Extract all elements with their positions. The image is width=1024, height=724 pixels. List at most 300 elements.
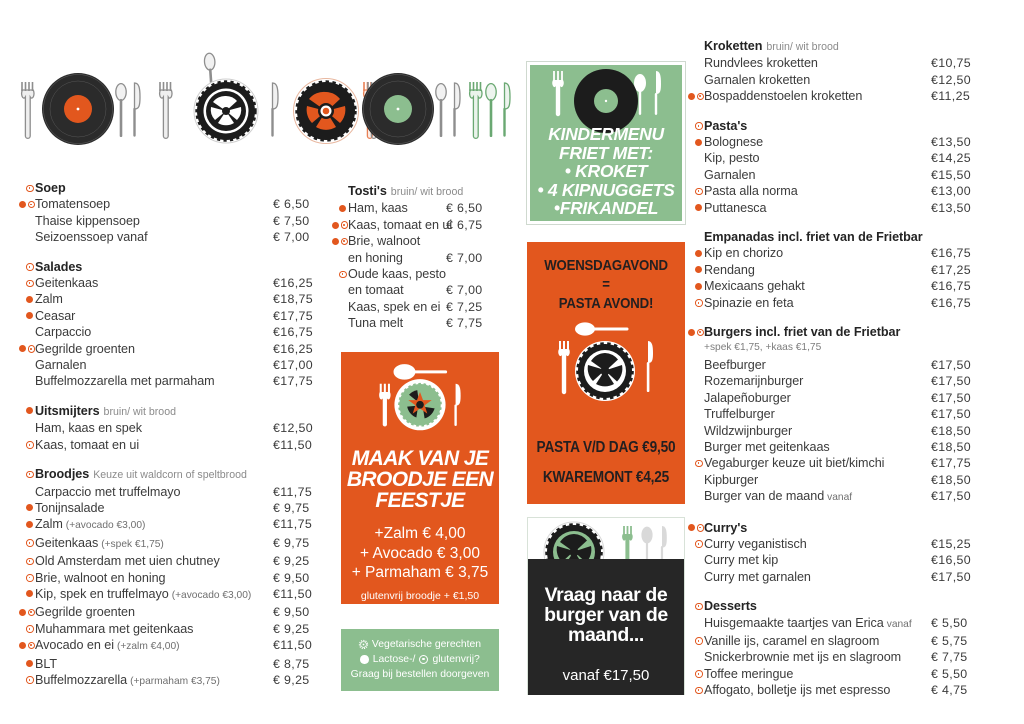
menu-item-row xyxy=(336,233,508,249)
item-price: € 7,00 xyxy=(446,283,483,298)
item-name: Mexicaans gehakt xyxy=(704,279,805,294)
burger-dark-panel xyxy=(528,559,684,695)
item-price: €17,50 xyxy=(931,407,971,422)
menu-item-row xyxy=(336,315,508,331)
lactose-free-icon xyxy=(360,655,369,664)
item-name: Ham, kaas en spek xyxy=(35,421,142,436)
dietary-markers xyxy=(26,471,34,479)
dietary-markers xyxy=(26,280,34,288)
item-name: Rundvlees kroketten xyxy=(704,56,818,71)
item-name: en tomaat xyxy=(348,283,404,298)
menu-item-row xyxy=(688,390,1014,406)
menu-section xyxy=(18,403,318,453)
menu-item-row xyxy=(688,357,1014,373)
item-price: € 7,00 xyxy=(273,230,310,245)
menu-item-row xyxy=(18,516,318,534)
menu-section xyxy=(336,183,508,332)
item-name: Brie, walnoot en honing xyxy=(35,570,166,585)
item-name: Kaas, spek en ei xyxy=(348,299,441,314)
item-price: €15,25 xyxy=(931,536,971,551)
item-name: Beefburger xyxy=(704,357,766,372)
menu-item-row xyxy=(336,217,508,233)
dietary-markers xyxy=(26,504,33,511)
item-note: (+avocado €3,00) xyxy=(171,589,252,601)
section-title: Kroketten xyxy=(704,39,763,53)
item-price: €17,50 xyxy=(931,569,971,584)
section-title: Salades xyxy=(35,259,83,274)
item-name: Muhammara met geitenkaas xyxy=(35,621,194,636)
dietary-markers xyxy=(332,221,348,229)
item-name: Tuna melt xyxy=(348,316,404,331)
menu-item-row xyxy=(18,570,318,586)
vegetarian-icon xyxy=(339,271,347,279)
lactose-free-icon xyxy=(26,590,33,597)
menu-item-row xyxy=(18,229,318,245)
section-subtitle: bruin/ wit brood xyxy=(766,41,839,53)
vinyl-cutlery-icon xyxy=(530,65,682,123)
dietary-markers xyxy=(339,205,346,212)
item-price: € 6,50 xyxy=(446,201,483,216)
woensdag-line-3: PASTA AVOND! xyxy=(558,295,654,312)
item-price: € 9,25 xyxy=(273,554,310,569)
item-price: €10,75 xyxy=(931,56,971,71)
legend-row-note xyxy=(341,667,499,682)
item-name: Affogato, bolletje ijs met espresso xyxy=(704,683,891,698)
dietary-markers xyxy=(26,590,33,597)
dietary-markers xyxy=(695,540,703,548)
item-name: Kipburger xyxy=(704,472,759,487)
item-price: €13,50 xyxy=(931,200,971,215)
section-title: Curry's xyxy=(704,520,748,535)
dietary-markers xyxy=(695,139,702,146)
section-subline: +spek €1,75, +kaas €1,75 xyxy=(704,341,822,353)
lactose-free-icon xyxy=(26,296,33,303)
legend-lactose-label: Lactose-/ xyxy=(372,654,416,665)
item-name: Carpaccio met truffelmayo xyxy=(35,484,181,499)
lactose-free-icon xyxy=(688,329,695,336)
dietary-markers xyxy=(695,637,703,645)
menu-section xyxy=(688,520,1014,586)
section-header xyxy=(688,229,1014,245)
vegetarian-icon xyxy=(26,263,34,271)
item-name: Truffelburger xyxy=(704,407,775,422)
promo-woensdag-bottom xyxy=(536,433,675,493)
vegetarian-icon xyxy=(26,539,34,547)
vegetarian-icon xyxy=(695,460,703,468)
item-name: Ceasar xyxy=(35,308,76,323)
item-price: € 6,50 xyxy=(273,197,310,212)
item-name: Vegaburger keuze uit biet/kimchi xyxy=(704,456,885,471)
menu-item-row xyxy=(18,500,318,516)
item-price: € 5,50 xyxy=(931,615,968,630)
promo-broodje-feestje xyxy=(341,352,499,604)
menu-item-row xyxy=(18,373,318,389)
menu-item-row xyxy=(18,586,318,604)
lactose-free-icon xyxy=(26,504,33,511)
item-name: Geitenkaas xyxy=(35,276,99,291)
menu-section xyxy=(18,180,318,246)
vegetarian-icon xyxy=(26,625,34,633)
menu-item-row xyxy=(688,472,1014,488)
item-price: €16,25 xyxy=(273,341,313,356)
item-name: Garnalen kroketten xyxy=(704,72,811,87)
dietary-markers xyxy=(26,558,34,566)
dietary-markers xyxy=(26,521,33,528)
dietary-markers xyxy=(26,676,34,684)
menu-item-row xyxy=(688,569,1014,585)
left-menu-column xyxy=(18,180,318,690)
item-name: Zalm xyxy=(35,292,63,307)
woensdag-line-1: WOENSDAGAVOND xyxy=(544,257,668,274)
item-price: €15,50 xyxy=(931,167,971,182)
dietary-markers xyxy=(26,263,34,271)
menu-item-row xyxy=(688,666,1014,682)
menu-item-row xyxy=(688,150,1014,166)
item-name: Rendang xyxy=(704,262,755,277)
right-menu-column xyxy=(688,38,1014,699)
promo-feestje-title-text: MAAK VAN JE BROODJE EEN FEESTJE xyxy=(346,447,494,512)
promo-woensdag-top xyxy=(536,256,675,313)
menu-item-row xyxy=(688,72,1014,88)
item-note: (+spek €1,75) xyxy=(101,538,164,550)
item-price: €16,75 xyxy=(931,279,971,294)
lactose-free-icon xyxy=(695,250,702,257)
dietary-markers xyxy=(19,201,35,209)
item-name: Carpaccio xyxy=(35,325,92,340)
promo-burger-van-de-maand xyxy=(527,517,685,695)
menu-item-row xyxy=(18,308,318,324)
item-name: BLT xyxy=(35,656,58,671)
item-name: Buffelmozzarella xyxy=(35,672,128,687)
menu-item-row xyxy=(688,373,1014,389)
menu-item-row xyxy=(688,552,1014,568)
promo-kindermenu xyxy=(527,62,685,237)
vegetarian-icon xyxy=(26,185,34,193)
legend-row-lactose-gluten xyxy=(341,652,499,667)
menu-item-row xyxy=(336,200,508,216)
item-name: Rozemarijnburger xyxy=(704,374,804,389)
item-price: €11,75 xyxy=(273,484,313,499)
item-name: Bolognese xyxy=(704,135,764,150)
menu-item-row xyxy=(688,406,1014,422)
item-name: Curry met garnalen xyxy=(704,569,811,584)
dietary-markers xyxy=(26,625,34,633)
menu-item-row xyxy=(18,437,318,453)
lactose-free-icon xyxy=(339,205,346,212)
legend-vegetarian-label: Vegetarische gerechten xyxy=(371,639,482,650)
menu-item-row xyxy=(688,439,1014,455)
lactose-free-icon xyxy=(26,312,33,319)
section-header xyxy=(688,520,1014,536)
lactose-free-icon xyxy=(695,266,702,273)
menu-item-row xyxy=(688,615,1014,633)
menu-section xyxy=(688,598,1014,698)
section-header xyxy=(18,259,318,275)
section-title: Desserts xyxy=(704,599,757,614)
menu-section xyxy=(688,229,1014,311)
vegetarian-icon xyxy=(697,93,705,101)
promo-feestje-fineprint: glutenvrij broodje + €1,50 xyxy=(360,589,480,602)
menu-item-row xyxy=(688,245,1014,261)
menu-item-row xyxy=(18,484,318,500)
kindermenu-line-1: KINDERMENU xyxy=(548,124,664,144)
item-price: €14,25 xyxy=(931,151,971,166)
kindermenu-line-4: • 4 KIPNUGGETS xyxy=(537,179,675,200)
lactose-free-icon xyxy=(19,642,26,649)
dietary-markers xyxy=(26,312,33,319)
vegetarian-icon xyxy=(26,574,34,582)
item-price: €17,50 xyxy=(931,489,971,504)
lactose-free-icon xyxy=(26,407,33,414)
legend-gluten-label: glutenvrij? xyxy=(432,654,480,665)
item-price: € 9,50 xyxy=(273,605,310,620)
item-price: €16,75 xyxy=(273,325,313,340)
item-price: €17,50 xyxy=(931,390,971,405)
menu-section xyxy=(688,118,1014,216)
vegetarian-icon xyxy=(28,345,36,353)
dietary-markers xyxy=(26,296,33,303)
item-price: €17,75 xyxy=(931,456,971,471)
item-price: €11,50 xyxy=(273,437,313,452)
vegetarian-icon xyxy=(341,221,349,229)
promo-woensdagavond xyxy=(527,242,685,504)
dietary-markers xyxy=(688,329,704,337)
dietary-markers xyxy=(688,524,704,532)
dietary-markers xyxy=(695,283,702,290)
menu-item-row xyxy=(688,55,1014,71)
item-name: Kip, pesto xyxy=(704,151,760,166)
menu-item-row xyxy=(18,637,318,655)
item-name: en honing xyxy=(348,250,403,265)
dietary-markers xyxy=(26,574,34,582)
item-name: Curry met kip xyxy=(704,553,779,568)
section-title: Pasta's xyxy=(704,118,748,133)
section-header xyxy=(336,183,508,200)
item-price: € 7,75 xyxy=(931,650,968,665)
item-name: Vanille ijs, caramel en slagroom xyxy=(704,633,880,648)
menu-item-row xyxy=(18,341,318,357)
item-price: € 9,25 xyxy=(273,672,310,687)
item-price: € 6,75 xyxy=(446,217,483,232)
vegetarian-icon xyxy=(695,122,703,130)
menu-item-row xyxy=(688,682,1014,698)
menu-item-row xyxy=(18,213,318,229)
menu-item-row xyxy=(688,295,1014,311)
dietary-markers xyxy=(695,122,703,130)
item-name: Garnalen xyxy=(704,167,756,182)
vegetarian-icon xyxy=(695,299,703,307)
dietary-markers xyxy=(332,238,348,246)
promo-feestje-lines xyxy=(341,524,499,583)
gear-plate-cutlery-icon xyxy=(527,319,685,419)
item-note: (+zalm €4,00) xyxy=(116,641,180,653)
kindermenu-line-5: •FRIKANDEL xyxy=(553,198,659,218)
item-name: Ham, kaas xyxy=(348,201,408,216)
item-name: Old Amsterdam met uien chutney xyxy=(35,554,220,569)
vegetarian-icon xyxy=(697,329,705,337)
item-name: Kaas, tomaat en ui xyxy=(35,437,140,452)
item-note: vanaf xyxy=(827,492,853,504)
vegetarian-icon xyxy=(341,238,349,246)
menu-item-row xyxy=(688,88,1014,104)
item-price: €18,50 xyxy=(931,472,971,487)
section-header xyxy=(688,324,1014,340)
item-name: Garnalen xyxy=(35,358,87,373)
lactose-free-icon xyxy=(26,660,33,667)
lactose-free-icon xyxy=(688,524,695,531)
item-price: €18,75 xyxy=(273,292,313,307)
menu-item-row xyxy=(18,357,318,373)
lactose-free-icon xyxy=(688,93,695,100)
menu-section xyxy=(18,259,318,390)
menu-item-row xyxy=(688,200,1014,216)
item-price: € 7,25 xyxy=(446,299,483,314)
item-name: Kaas, tomaat en ui xyxy=(348,217,453,232)
burger-promo-price: vanaf €17,50 xyxy=(562,667,650,684)
item-name: Wildzwijnburger xyxy=(704,423,793,438)
menu-item-row xyxy=(688,455,1014,471)
section-subline-row xyxy=(688,341,1014,357)
menu-item-row xyxy=(688,278,1014,294)
item-name: Snickerbrownie met ijs en slagroom xyxy=(704,650,902,665)
section-title: Empanadas incl. friet van de Frietbar xyxy=(704,230,923,245)
lactose-free-icon xyxy=(332,222,339,229)
section-header xyxy=(18,403,318,420)
menu-item-row xyxy=(18,604,318,620)
dietary-markers xyxy=(695,204,702,211)
item-price: € 9,75 xyxy=(273,535,310,550)
section-title: Uitsmijters xyxy=(35,403,100,418)
lactose-free-icon xyxy=(695,139,702,146)
vegetarian-icon xyxy=(695,603,703,611)
promo-feestje-title xyxy=(341,448,499,511)
menu-item-row xyxy=(336,299,508,315)
menu-item-row xyxy=(688,536,1014,552)
item-note: vanaf xyxy=(886,618,912,630)
item-price: €17,50 xyxy=(931,374,971,389)
woensdag-line-2: = xyxy=(602,276,610,293)
item-price: €11,25 xyxy=(931,89,971,104)
dietary-markers xyxy=(19,609,35,617)
menu-item-row xyxy=(336,266,508,282)
section-subtitle: Keuze uit waldcorn of speltbrood xyxy=(93,469,247,482)
menu-section xyxy=(688,324,1014,506)
item-price: € 9,50 xyxy=(273,570,310,585)
item-name: Huisgemaakte taartjes van Erica xyxy=(704,615,884,630)
item-price: €17,75 xyxy=(273,308,313,323)
item-name: Jalapeñoburger xyxy=(704,390,791,405)
menu-section xyxy=(18,466,318,690)
menu-item-row xyxy=(336,250,508,266)
menu-item-row xyxy=(18,291,318,307)
legend-row-vegetarian xyxy=(341,637,499,652)
dietary-markers xyxy=(695,299,703,307)
item-price: € 9,25 xyxy=(273,621,310,636)
item-name: Geitenkaas xyxy=(35,535,99,550)
burger-promo-title: Vraag naar de burger van de maand... xyxy=(544,584,668,646)
item-price: €16,75 xyxy=(931,246,971,261)
dietary-markers xyxy=(695,266,702,273)
item-price: €16,25 xyxy=(273,276,313,291)
item-price: €11,50 xyxy=(273,638,313,653)
dietary-markers xyxy=(26,441,34,449)
header-illustration xyxy=(8,44,508,146)
item-name: Toffee meringue xyxy=(704,666,794,681)
item-name: Pasta alla norma xyxy=(704,184,798,199)
menu-item-row xyxy=(688,262,1014,278)
item-price: €11,75 xyxy=(273,517,313,532)
item-price: €13,50 xyxy=(931,135,971,150)
vegetarian-icon xyxy=(697,524,705,532)
vegetarian-icon xyxy=(28,642,36,650)
item-name: Curry veganistisch xyxy=(704,536,807,551)
lactose-free-icon xyxy=(695,204,702,211)
item-price: €17,50 xyxy=(931,357,971,372)
menu-section xyxy=(688,38,1014,105)
section-header xyxy=(688,598,1014,614)
vegetarian-icon xyxy=(695,188,703,196)
vegetarian-icon xyxy=(26,471,34,479)
item-price: €17,00 xyxy=(273,358,313,373)
menu-item-row xyxy=(18,275,318,291)
item-name: Burger van de maand xyxy=(704,489,825,504)
lactose-free-icon xyxy=(26,521,33,528)
item-price: € 4,75 xyxy=(931,683,968,698)
item-name: Tomatensoep xyxy=(35,197,111,212)
menu-item-row xyxy=(18,672,318,690)
menu-item-row xyxy=(18,553,318,569)
item-name: Oude kaas, pesto xyxy=(348,267,446,282)
gluten-free-icon xyxy=(419,655,428,664)
tostis-column xyxy=(336,183,508,332)
item-name: Burger met geitenkaas xyxy=(704,439,830,454)
kindermenu-line-3: • KROKET xyxy=(564,161,648,181)
menu-item-row xyxy=(688,649,1014,665)
menu-item-row xyxy=(688,167,1014,183)
vegetarian-icon xyxy=(695,670,703,678)
vegetarian-icon xyxy=(695,637,703,645)
item-price: €16,75 xyxy=(931,295,971,310)
item-note: (+parmaham €3,75) xyxy=(130,675,220,687)
item-price: €18,50 xyxy=(931,439,971,454)
dietary-legend xyxy=(341,629,499,691)
lactose-free-icon xyxy=(695,283,702,290)
woensdag-kwaremont-price: KWAREMONT €4,25 xyxy=(542,469,670,486)
gear-icon xyxy=(359,640,368,649)
dietary-markers xyxy=(26,407,33,414)
section-subtitle: bruin/ wit brood xyxy=(390,186,464,198)
vegetarian-icon xyxy=(26,441,34,449)
menu-item-row xyxy=(18,535,318,553)
item-name: Avocado en ei xyxy=(35,638,114,653)
dietary-markers xyxy=(26,185,34,193)
promo-line-zalm: +Zalm € 4,00 xyxy=(374,525,466,542)
item-name: Brie, walnoot xyxy=(348,234,421,249)
item-price: € 7,00 xyxy=(446,250,483,265)
section-header xyxy=(18,466,318,483)
dietary-markers xyxy=(19,345,35,353)
dietary-markers xyxy=(695,670,703,678)
menu-item-row xyxy=(18,621,318,637)
dietary-markers xyxy=(688,93,704,101)
dietary-markers xyxy=(695,188,703,196)
item-price: €12,50 xyxy=(931,72,971,87)
menu-item-row xyxy=(18,656,318,672)
section-header xyxy=(688,118,1014,134)
section-header xyxy=(688,38,1014,55)
kindermenu-line-2: FRIET MET: xyxy=(559,142,653,163)
kindermenu-price: €7,50 xyxy=(584,216,628,237)
